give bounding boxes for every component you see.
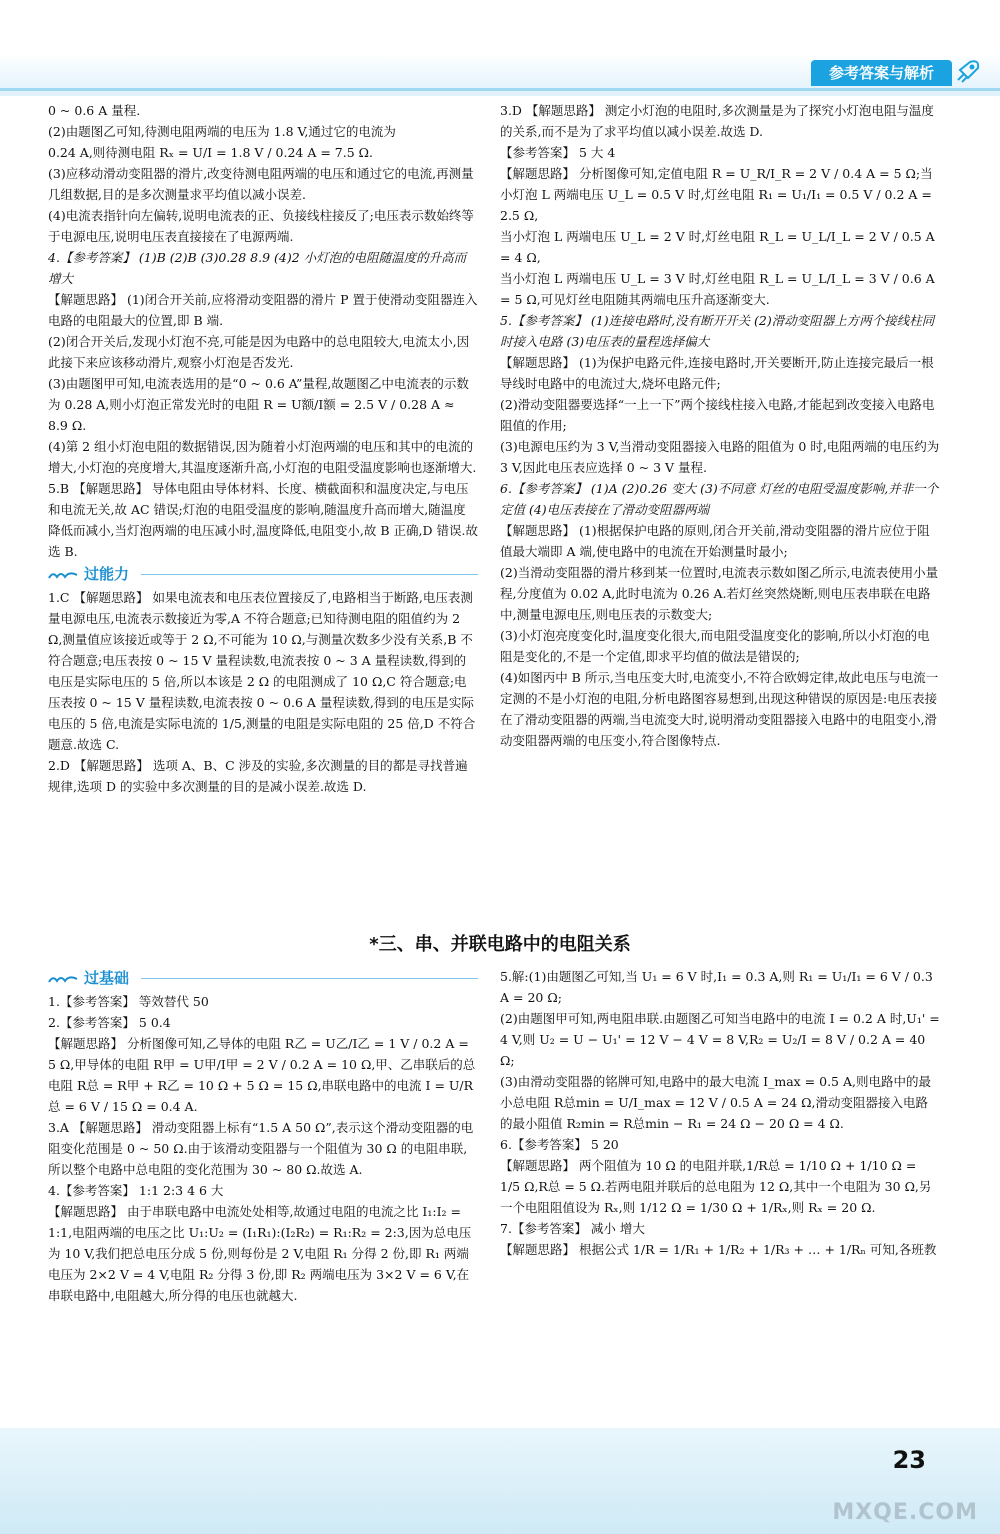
header-tag: 参考答案与解析 bbox=[811, 60, 952, 86]
section-title: 过能力 bbox=[84, 565, 130, 583]
left-column-top bbox=[48, 100, 478, 797]
paragraph: (3)由题图甲可知,电流表选用的是“0 ~ 0.6 A”量程,故题图乙中电流表的示数为 0.28 A,则小灯泡正常发光时的电阻 R = U额/I额 = 2.5 V / 0.28 A ≈ 8.9 Ω. bbox=[48, 376, 469, 433]
answer-item: 4.【参考答案】 1:1 2:3 4 6 大 bbox=[48, 1183, 224, 1198]
answer-item: 3.A 【解题思路】 滑动变阻器上标有“1.5 A 50 Ω”,表示这个滑动变阻器的电阻变化范围是 0 ~ 50 Ω.由于该滑动变阻器与一个阻值为 30 Ω 的电阻串联,所以整个电路中总电阻的变化范围为 30 ~ 80 Ω.故选 A. bbox=[48, 1120, 474, 1177]
paragraph: (4)如图丙中 B 所示,当电压变大时,电流变小,不符合欧姆定律,故此电压与电流一定测的不是小灯泡的电阻,分析电路图容易想到,出现这种错误的原因是:电压表接在了滑动变阻器的两端,当电流变大时,说明滑动变阻器接入电路中的电阻变小,滑动变阻器两端的电压变小,符合图像特点. bbox=[500, 670, 939, 748]
paragraph: 【解题思路】 (1)为保护电路元件,连接电路时,开关要断开,防止连接完最后一根导线时电路中的电流过大,烧坏电路元件; bbox=[500, 355, 934, 391]
header-divider bbox=[0, 88, 1000, 91]
answer-item: 1.【参考答案】 等效替代 50 bbox=[48, 994, 209, 1009]
section-heading-guojichu bbox=[48, 968, 478, 989]
section-heading-guonengli bbox=[48, 564, 478, 585]
section-underline bbox=[141, 574, 478, 575]
paragraph: (4)电流表指针向左偏转,说明电流表的正、负接线柱接反了;电压表示数始终等于电源电压,说明电压表直接接在了电源两端. bbox=[48, 208, 474, 244]
paragraph: 【解题思路】 (1)闭合开关前,应将滑动变阻器的滑片 P 置于使滑动变阻器连入电路的电阻最大的位置,即 B 端. bbox=[48, 292, 478, 328]
paragraph: 0.24 A,则待测电阻 Rₓ = U/I = 1.8 V / 0.24 A = 7.5 Ω. bbox=[48, 145, 373, 160]
paragraph: 0 ~ 0.6 A 量程. bbox=[48, 103, 141, 118]
answer-item: 5.解:(1)由题图乙可知,当 U₁ = 6 V 时,I₁ = 0.3 A,则 R₁ = U₁/I₁ = 6 V / 0.3 A = 20 Ω; bbox=[500, 969, 933, 1005]
answer-item: 【参考答案】 5 大 4 bbox=[500, 145, 616, 160]
paragraph: 【解题思路】 (1)根据保护电路的原则,闭合开关前,滑动变阻器的滑片应位于阻值最大端即 A 端,使电路中的电流在开始测量时最小; bbox=[500, 523, 930, 559]
paragraph: (2)由题图乙可知,待测电阻两端的电压为 1.8 V,通过它的电流为 bbox=[48, 124, 396, 139]
answer-item: 6.【参考答案】 5 20 bbox=[500, 1137, 619, 1152]
answer-item: 1.C 【解题思路】 如果电流表和电压表位置接反了,电路相当于断路,电压表测量电源电压,电流表示数接近为零,A 不符合题意;已知待测电阻的阻值约为 2 Ω,测量值应该接近或等于 2 Ω,不可能为 10 Ω,与测量次数多少没有关系,B 不符合题意;电压表按 0 ~ 15 V 量程读数,电流表按 0 ~ 3 A 量程读数,得到的电压是实际电压的 5 倍,所以本该是 2 Ω 的电阻测成了 10 Ω,C 符合题意;电压表按 0 ~ 15 V 量程读数,电流表按 0 ~ 0.6 A 量程读数,得到的电压是实际电压的 5 倍,电流是实际电流的 1/5,测量的电阻是实际电阻的 25 倍,D 不符合题意.故选 C. bbox=[48, 590, 476, 752]
section-title-main: *三、串、并联电路中的电阻关系 bbox=[369, 934, 631, 955]
wave-icon bbox=[48, 974, 78, 984]
right-column-top bbox=[500, 100, 940, 751]
paragraph: (2)闭合开关后,发现小灯泡不亮,可能是因为电路中的总电阻较大,电流太小,因此接下来应该移动滑片,观察小灯泡是否发光. bbox=[48, 334, 470, 370]
answer-item: 5.B 【解题思路】 导体电阻由导体材料、长度、横截面积和温度决定,与电压和电流无关,故 AC 错误;灯泡的电阻受温度的影响,随温度升高而增大,随温度降低而减小,当灯泡两端的电压减小时,温度降低,电阻变小,故 B 正确,D 错误.故选 B. bbox=[48, 481, 478, 559]
paragraph: (2)由题图甲可知,两电阻串联.由题图乙可知当电路中的电流 I = 0.2 A 时,U₁' = 4 V,则 U₂ = U − U₁' = 12 V − 4 V = 8 V,R₂ = U₂/I = 8 V / 0.2 A = 40 Ω; bbox=[500, 1011, 940, 1068]
paragraph: (2)当滑动变阻器的滑片移到某一位置时,电流表示数如图乙所示,电流表使用小量程,分度值为 0.02 A,此时电流为 0.26 A.若灯丝突然烧断,则电压表串联在电路中,测量电源电压,则电压表的示数变大; bbox=[500, 565, 939, 622]
paragraph: (3)电源电压约为 3 V,当滑动变阻器接入电路的阻值为 0 时,电阻两端的电压约为 3 V,因此电压表应选择 0 ~ 3 V 量程. bbox=[500, 439, 940, 475]
section-title: 过基础 bbox=[84, 969, 130, 987]
answer-item: 3.D 【解题思路】 测定小灯泡的电阻时,多次测量是为了探究小灯泡电阻与温度的关系,而不是为了求平均值以减小误差.故选 D. bbox=[500, 103, 934, 139]
page-number: 23 bbox=[892, 1446, 926, 1474]
answer-item: 2.【参考答案】 5 0.4 bbox=[48, 1015, 171, 1030]
paragraph: (4)第 2 组小灯泡电阻的数据错误,因为随着小灯泡两端的电压和其中的电流的增大,小灯泡的亮度增大,其温度逐渐升高,小灯泡的电阻受温度影响也逐渐增大. bbox=[48, 439, 477, 475]
paragraph: 当小灯泡 L 两端电压 U_L = 2 V 时,灯丝电阻 R_L = U_L/I_L = 2 V / 0.5 A = 4 Ω, bbox=[500, 229, 935, 265]
paragraph: 【解题思路】 分析图像可知,乙导体的电阻 R乙 = U乙/I乙 = 1 V / 0.2 A = 5 Ω,甲导体的电阻 R甲 = U甲/I甲 = 2 V / 0.2 A = 10 Ω,甲、乙串联后的总电阻 R总 = R甲 + R乙 = 10 Ω + 5 Ω = 15 Ω,串联电路中的电流 I = U/R总 = 6 V / 15 Ω = 0.4 A. bbox=[48, 1036, 476, 1114]
paragraph: 【解题思路】 根据公式 1/R = 1/R₁ + 1/R₂ + 1/R₃ + … + 1/Rₙ 可知,各班教 bbox=[500, 1242, 937, 1257]
section-underline bbox=[141, 978, 478, 979]
rocket-icon bbox=[952, 56, 982, 86]
answer-item: 5.【参考答案】 (1)连接电路时,没有断开开关 (2)滑动变阻器上方两个接线柱同时接入电路 (3)电压表的量程选择偏大 bbox=[500, 313, 935, 349]
paragraph: 【解题思路】 两个阻值为 10 Ω 的电阻并联,1/R总 = 1/10 Ω + 1/10 Ω = 1/5 Ω,R总 = 5 Ω.若两电阻并联后的总电阻为 12 Ω,其中一个电阻为 30 Ω,另一个电阻阻值设为 Rₓ,则 1/12 Ω = 1/30 Ω + 1/Rₓ,则 Rₓ = 20 Ω. bbox=[500, 1158, 932, 1215]
paragraph: (2)滑动变阻器要选择“一上一下”两个接线柱接入电路,才能起到改变接入电路电阻值的作用; bbox=[500, 397, 935, 433]
watermark-text: MXQE.COM bbox=[832, 1500, 978, 1525]
paragraph: 当小灯泡 L 两端电压 U_L = 3 V 时,灯丝电阻 R_L = U_L/I_L = 3 V / 0.6 A = 5 Ω,可见灯丝电阻随其两端电压升高逐渐变大. bbox=[500, 271, 935, 307]
wave-icon bbox=[48, 570, 78, 580]
paragraph: (3)应移动滑动变阻器的滑片,改变待测电阻两端的电压和通过它的电流,再测量几组数据,目的是多次测量求平均值以减小误差. bbox=[48, 166, 474, 202]
paragraph: 【解题思路】 分析图像可知,定值电阻 R = U_R/I_R = 2 V / 0.4 A = 5 Ω;当小灯泡 L 两端电压 U_L = 0.5 V 时,灯丝电阻 R₁ = U₁/I₁ = 0.5 V / 0.2 A = 2.5 Ω, bbox=[500, 166, 933, 223]
answer-item: 2.D 【解题思路】 选项 A、B、C 涉及的实验,多次测量的目的都是寻找普遍规律,选项 D 的实验中多次测量的目的是减小误差.故选 D. bbox=[48, 758, 468, 794]
answer-item: 6.【参考答案】 (1)A (2)0.26 变大 (3)不同意 灯丝的电阻受温度影响,并非一个定值 (4)电压表接在了滑动变阻器两端 bbox=[500, 481, 939, 517]
left-column-bottom bbox=[48, 966, 478, 1306]
answer-item: 4.【参考答案】 (1)B (2)B (3)0.28 8.9 (4)2 小灯泡的电阻随温度的升高而增大 bbox=[48, 250, 467, 286]
paragraph: (3)由滑动变阻器的铭牌可知,电路中的最大电流 I_max = 0.5 A,则电路中的最小总电阻 R总min = U/I_max = 12 V / 0.5 A = 24 Ω,滑动变阻器接入电路的最小阻值 R₂min = R总min − R₁ = 24 Ω − 20 Ω = 4 Ω. bbox=[500, 1074, 931, 1131]
paragraph: 【解题思路】 由于串联电路中电流处处相等,故通过电阻的电流之比 I₁:I₂ = 1:1,电阻两端的电压之比 U₁:U₂ = (I₁R₁):(I₂R₂) = R₁:R₂ = 2:3,因为总电压为 10 V,我们把总电压分成 5 份,则每份是 2 V,电阻 R₁ 分得 2 份,即 R₁ 两端电压为 2×2 V = 4 V,电阻 R₂ 分得 3 份,即 R₂ 两端电压为 3×2 V = 6 V,在串联电路中,电阻越大,所分得的电压也就越大. bbox=[48, 1204, 472, 1303]
right-column-bottom bbox=[500, 966, 940, 1260]
answer-item: 7.【参考答案】 减小 增大 bbox=[500, 1221, 645, 1236]
paragraph: (3)小灯泡亮度变化时,温度变化很大,而电阻受温度变化的影响,所以小灯泡的电阻是变化的,不是一个定值,即求平均值的做法是错误的; bbox=[500, 628, 930, 664]
